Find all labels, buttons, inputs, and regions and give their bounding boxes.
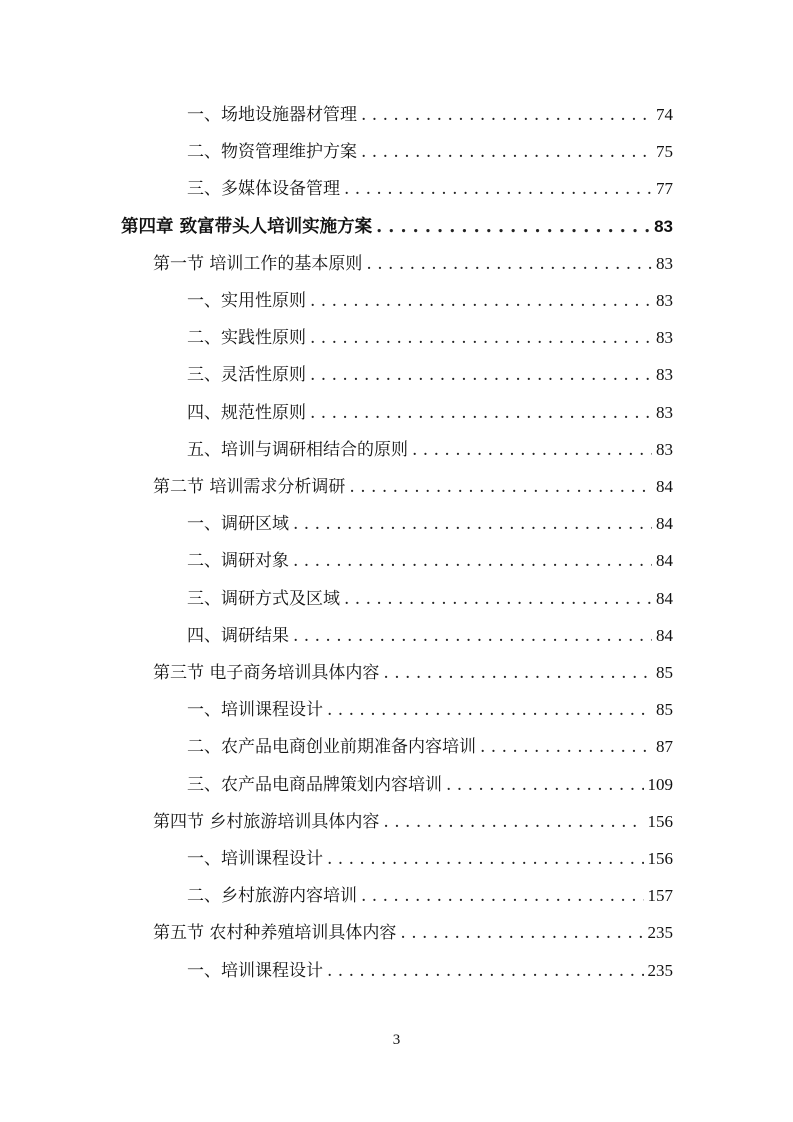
toc-dot-leader bbox=[344, 174, 652, 204]
toc-entry-label: 二、实践性原则 bbox=[187, 328, 306, 349]
toc-subsection-entry[interactable] bbox=[0, 695, 673, 725]
toc-entry-page: 84 bbox=[656, 588, 673, 608]
toc-subsection-entry[interactable] bbox=[0, 286, 673, 316]
toc-entry-label: 一、培训课程设计 bbox=[187, 849, 323, 869]
toc-dot-leader bbox=[400, 918, 643, 948]
toc-entry-page: 85 bbox=[656, 700, 673, 720]
toc-subsection-entry[interactable] bbox=[0, 509, 673, 539]
toc-dot-leader bbox=[293, 509, 652, 539]
toc-section-entry[interactable] bbox=[0, 658, 673, 688]
toc-entry-page: 84 bbox=[656, 477, 673, 496]
toc-section-entry[interactable] bbox=[0, 472, 673, 502]
toc-entry-label: 第五节 农村种养殖培训具体内容 bbox=[153, 923, 397, 944]
toc-entry-label: 四、调研结果 bbox=[187, 625, 289, 646]
toc-entry-page: 83 bbox=[656, 328, 673, 348]
toc-entry-page: 87 bbox=[656, 737, 673, 757]
toc-entry-page: 83 bbox=[656, 439, 673, 459]
toc-dot-leader bbox=[310, 323, 652, 353]
toc-entry-label: 二、农产品电商创业前期准备内容培训 bbox=[187, 737, 476, 758]
toc-entry-page: 83 bbox=[654, 216, 673, 236]
toc-dot-leader bbox=[480, 732, 652, 762]
toc-entry-page: 156 bbox=[647, 811, 673, 831]
toc-subsection-entry[interactable] bbox=[0, 174, 673, 204]
toc-entry-label: 一、实用性原则 bbox=[187, 291, 306, 311]
toc-entry-label: 三、灵活性原则 bbox=[187, 365, 306, 386]
toc-subsection-entry[interactable] bbox=[0, 956, 673, 986]
toc-subsection-entry[interactable] bbox=[0, 323, 673, 353]
toc-subsection-entry[interactable] bbox=[0, 621, 673, 651]
toc-entry-page: 75 bbox=[656, 142, 673, 162]
toc-entry-label: 一、调研区域 bbox=[187, 514, 289, 535]
toc-dot-leader bbox=[310, 398, 652, 428]
toc-dot-leader bbox=[361, 100, 652, 130]
toc-dot-leader bbox=[327, 844, 644, 874]
toc-dot-leader bbox=[412, 435, 652, 465]
toc-entry-page: 109 bbox=[647, 774, 673, 794]
toc-section-entry[interactable] bbox=[0, 807, 673, 837]
toc-subsection-entry[interactable] bbox=[0, 881, 673, 911]
toc-entry-label: 第三节 电子商务培训具体内容 bbox=[153, 663, 380, 683]
toc-dot-leader bbox=[310, 360, 652, 390]
toc-entry-label: 一、场地设施器材管理 bbox=[187, 105, 357, 125]
toc-entry-page: 77 bbox=[656, 179, 673, 199]
toc-dot-leader bbox=[383, 807, 643, 837]
toc-subsection-entry[interactable] bbox=[0, 398, 673, 428]
toc-dot-leader bbox=[376, 212, 650, 242]
toc-entry-label: 一、培训课程设计 bbox=[187, 700, 323, 721]
toc-entry-label: 一、培训课程设计 bbox=[187, 960, 323, 981]
toc-entry-label: 三、农产品电商品牌策划内容培训 bbox=[187, 774, 442, 795]
toc-subsection-entry[interactable] bbox=[0, 100, 673, 130]
toc-entry-label: 第四节 乡村旅游培训具体内容 bbox=[153, 811, 380, 832]
toc-dot-leader bbox=[361, 881, 644, 911]
toc-section-entry[interactable] bbox=[0, 249, 673, 279]
toc-subsection-entry[interactable] bbox=[0, 732, 673, 762]
toc-entry-label: 二、调研对象 bbox=[187, 551, 289, 572]
toc-dot-leader bbox=[366, 249, 652, 279]
toc-entry-page: 83 bbox=[656, 253, 673, 273]
toc-entry-label: 五、培训与调研相结合的原则 bbox=[187, 439, 408, 460]
toc-entry-label: 三、调研方式及区域 bbox=[187, 588, 340, 609]
page-number: 3 bbox=[392, 1032, 401, 1048]
toc-subsection-entry[interactable] bbox=[0, 844, 673, 874]
toc-dot-leader bbox=[446, 770, 644, 800]
toc-entry-page: 156 bbox=[647, 849, 673, 868]
toc-dot-leader bbox=[310, 286, 652, 316]
toc-dot-leader bbox=[327, 956, 644, 986]
toc-entry-page: 157 bbox=[647, 886, 673, 906]
toc-subsection-entry[interactable] bbox=[0, 584, 673, 614]
toc-entry-page: 84 bbox=[656, 514, 673, 534]
toc-section-entry[interactable] bbox=[0, 918, 673, 948]
toc-entry-page: 235 bbox=[647, 923, 673, 943]
toc-entry-label: 第二节 培训需求分析调研 bbox=[153, 477, 346, 497]
toc-entry-page: 84 bbox=[656, 625, 673, 645]
toc-entry-label: 三、多媒体设备管理 bbox=[187, 179, 340, 200]
toc-subsection-entry[interactable] bbox=[0, 546, 673, 576]
toc-subsection-entry[interactable] bbox=[0, 435, 673, 465]
toc-dot-leader bbox=[293, 546, 652, 576]
toc-entry-page: 83 bbox=[656, 291, 673, 310]
toc-dot-leader bbox=[344, 584, 652, 614]
toc-dot-leader bbox=[361, 137, 652, 167]
toc-dot-leader bbox=[349, 472, 652, 502]
toc-subsection-entry[interactable] bbox=[0, 137, 673, 167]
toc-entry-label: 二、乡村旅游内容培训 bbox=[187, 886, 357, 907]
toc-chapter-entry[interactable] bbox=[0, 212, 673, 242]
toc-entry-page: 83 bbox=[656, 365, 673, 385]
toc-entry-page: 85 bbox=[656, 663, 673, 682]
toc-entry-page: 235 bbox=[647, 960, 673, 980]
toc-entry-page: 84 bbox=[656, 551, 673, 571]
toc-entry-label: 第一节 培训工作的基本原则 bbox=[153, 253, 363, 274]
toc-subsection-entry[interactable] bbox=[0, 360, 673, 390]
toc-entry-page: 83 bbox=[656, 402, 673, 422]
toc-dot-leader bbox=[383, 658, 652, 688]
toc-entry-label: 第四章 致富带头人培训实施方案 bbox=[121, 216, 373, 237]
toc-entry-label: 二、物资管理维护方案 bbox=[187, 142, 357, 163]
toc-entry-label: 四、规范性原则 bbox=[187, 402, 306, 423]
toc-dot-leader bbox=[293, 621, 652, 651]
toc-entry-page: 74 bbox=[656, 105, 673, 124]
toc-subsection-entry[interactable] bbox=[0, 770, 673, 800]
toc-dot-leader bbox=[327, 695, 652, 725]
